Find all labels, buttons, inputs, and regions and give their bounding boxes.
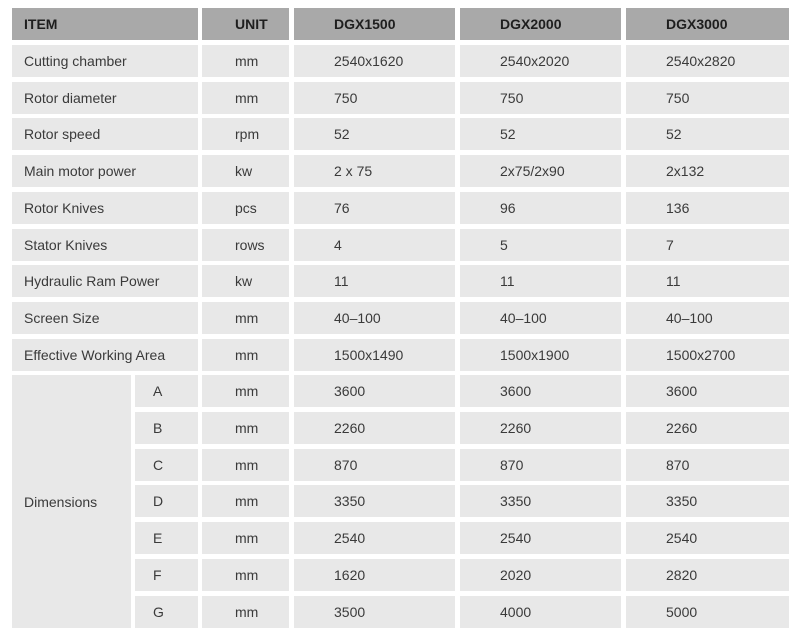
dimension-sub-label-text: F <box>153 567 162 583</box>
row-value-dgx1500-text: 750 <box>334 90 358 106</box>
header-cell-1 <box>202 8 289 40</box>
dimension-value-dgx2000-text: 3350 <box>500 493 532 509</box>
dimension-value-dgx1500 <box>294 412 455 444</box>
dimension-unit <box>202 449 289 481</box>
dimension-unit <box>202 485 289 517</box>
header-cell-4 <box>626 8 789 40</box>
row-unit <box>202 192 289 224</box>
row-value-dgx2000 <box>460 302 621 334</box>
row-value-dgx1500 <box>294 339 455 371</box>
dimension-unit-text: mm <box>235 383 259 399</box>
row-value-dgx3000-text: 7 <box>666 237 674 253</box>
row-value-dgx3000 <box>626 192 789 224</box>
row-value-dgx3000-text: 750 <box>666 90 690 106</box>
dimension-value-dgx1500 <box>294 596 455 628</box>
dimension-value-dgx2000 <box>460 596 621 628</box>
dimension-sub-label <box>135 485 198 517</box>
row-value-dgx3000-text: 2x132 <box>666 163 705 179</box>
row-value-dgx1500 <box>294 192 455 224</box>
dimension-sub-label-text: A <box>153 383 163 399</box>
row-unit-text: mm <box>235 90 259 106</box>
row-value-dgx1500-text: 52 <box>334 126 350 142</box>
dimension-value-dgx1500-text: 3350 <box>334 493 366 509</box>
row-value-dgx3000-text: 136 <box>666 200 690 216</box>
dimension-unit <box>202 596 289 628</box>
row-unit <box>202 265 289 297</box>
row-value-dgx1500-text: 1500x1490 <box>334 347 404 363</box>
row-item-label <box>12 192 198 224</box>
row-value-dgx2000 <box>460 339 621 371</box>
dimension-value-dgx3000-text: 870 <box>666 457 690 473</box>
row-unit <box>202 229 289 261</box>
row-value-dgx1500-text: 40–100 <box>334 310 381 326</box>
dimension-value-dgx3000-text: 3600 <box>666 383 698 399</box>
dimension-value-dgx3000 <box>626 375 789 407</box>
row-value-dgx3000 <box>626 229 789 261</box>
dimension-unit-text: mm <box>235 493 259 509</box>
row-item-label <box>12 82 198 114</box>
header-cell-0-text: ITEM <box>24 16 58 32</box>
row-item-label-text: Hydraulic Ram Power <box>24 273 160 289</box>
dimension-unit-text: mm <box>235 457 259 473</box>
dimension-value-dgx3000-text: 2820 <box>666 567 698 583</box>
row-value-dgx2000 <box>460 192 621 224</box>
row-item-label <box>12 265 198 297</box>
dimension-sub-label-text: D <box>153 493 164 509</box>
dimension-unit <box>202 412 289 444</box>
dimension-value-dgx2000-text: 2260 <box>500 420 532 436</box>
row-item-label <box>12 229 198 261</box>
dimension-sub-label <box>135 412 198 444</box>
dimension-value-dgx2000 <box>460 485 621 517</box>
dimension-unit <box>202 522 289 554</box>
row-value-dgx2000 <box>460 118 621 150</box>
row-item-label-text: Rotor Knives <box>24 200 105 216</box>
dimension-sub-label-text: G <box>153 604 164 620</box>
row-unit <box>202 155 289 187</box>
row-unit-text: mm <box>235 310 259 326</box>
row-item-label-text: Main motor power <box>24 163 137 179</box>
dimension-sub-label <box>135 596 198 628</box>
dimension-sub-label <box>135 559 198 591</box>
row-value-dgx3000-text: 11 <box>666 273 681 289</box>
row-unit-text: rpm <box>235 126 260 142</box>
row-value-dgx2000 <box>460 229 621 261</box>
row-unit <box>202 302 289 334</box>
row-item-label <box>12 155 198 187</box>
row-item-label-text: Rotor speed <box>24 126 101 142</box>
row-unit-text: rows <box>235 237 265 253</box>
row-value-dgx1500-text: 2 x 75 <box>334 163 373 179</box>
dimension-unit <box>202 559 289 591</box>
row-value-dgx2000 <box>460 155 621 187</box>
row-item-label-text: Stator Knives <box>24 237 108 253</box>
row-value-dgx2000-text: 2540x2020 <box>500 53 570 69</box>
row-item-label-text: Effective Working Area <box>24 347 166 363</box>
dimension-sub-label <box>135 522 198 554</box>
row-value-dgx2000-text: 52 <box>500 126 516 142</box>
header-cell-1-text: UNIT <box>235 16 268 32</box>
dimension-value-dgx3000 <box>626 412 789 444</box>
row-value-dgx3000-text: 1500x2700 <box>666 347 736 363</box>
dimension-value-dgx1500 <box>294 449 455 481</box>
dimension-value-dgx1500-text: 870 <box>334 457 358 473</box>
row-value-dgx2000-text: 11 <box>500 273 515 289</box>
row-value-dgx3000-text: 2540x2820 <box>666 53 736 69</box>
dimension-value-dgx3000 <box>626 559 789 591</box>
row-unit-text: mm <box>235 53 259 69</box>
row-value-dgx2000-text: 96 <box>500 200 516 216</box>
row-value-dgx3000-text: 52 <box>666 126 682 142</box>
row-value-dgx1500 <box>294 155 455 187</box>
row-value-dgx2000-text: 1500x1900 <box>500 347 570 363</box>
dimension-value-dgx1500 <box>294 522 455 554</box>
dimension-value-dgx1500 <box>294 375 455 407</box>
row-value-dgx3000 <box>626 339 789 371</box>
row-unit-text: kw <box>235 273 253 289</box>
row-value-dgx1500 <box>294 82 455 114</box>
header-cell-4-text: DGX3000 <box>666 16 728 32</box>
dimension-unit-text: mm <box>235 567 259 583</box>
dimension-value-dgx3000-text: 2540 <box>666 530 698 546</box>
row-unit <box>202 45 289 77</box>
dimension-value-dgx2000-text: 2540 <box>500 530 532 546</box>
dimension-value-dgx2000 <box>460 375 621 407</box>
dimension-unit-text: mm <box>235 604 259 620</box>
row-value-dgx2000 <box>460 45 621 77</box>
header-cell-2 <box>294 8 455 40</box>
row-item-label <box>12 118 198 150</box>
row-unit <box>202 339 289 371</box>
row-item-label-text: Rotor diameter <box>24 90 117 106</box>
row-item-label <box>12 302 198 334</box>
dimension-unit-text: mm <box>235 420 259 436</box>
dimension-value-dgx3000 <box>626 522 789 554</box>
row-value-dgx3000 <box>626 82 789 114</box>
dimension-sub-label-text: E <box>153 530 163 546</box>
dimension-value-dgx1500-text: 3600 <box>334 383 366 399</box>
row-unit <box>202 82 289 114</box>
dimension-value-dgx1500-text: 3500 <box>334 604 366 620</box>
dimensions-label <box>12 375 131 628</box>
dimension-value-dgx2000-text: 4000 <box>500 604 532 620</box>
row-item-label <box>12 339 198 371</box>
row-value-dgx3000 <box>626 302 789 334</box>
row-value-dgx1500-text: 76 <box>334 200 350 216</box>
dimension-value-dgx2000-text: 870 <box>500 457 524 473</box>
row-unit-text: pcs <box>235 200 257 216</box>
header-cell-3 <box>460 8 621 40</box>
row-value-dgx3000 <box>626 45 789 77</box>
dimension-value-dgx1500 <box>294 485 455 517</box>
row-unit-text: mm <box>235 347 259 363</box>
dimension-sub-label-text: B <box>153 420 163 436</box>
dimension-value-dgx2000 <box>460 522 621 554</box>
dimension-unit-text: mm <box>235 530 259 546</box>
row-value-dgx1500-text: 11 <box>334 273 349 289</box>
row-unit <box>202 118 289 150</box>
header-cell-2-text: DGX1500 <box>334 16 396 32</box>
dimension-value-dgx1500-text: 2260 <box>334 420 366 436</box>
row-value-dgx3000 <box>626 118 789 150</box>
dimensions-label-text: Dimensions <box>24 493 98 510</box>
row-value-dgx2000-text: 40–100 <box>500 310 547 326</box>
row-value-dgx1500-text: 2540x1620 <box>334 53 404 69</box>
dimension-value-dgx2000 <box>460 449 621 481</box>
header-cell-3-text: DGX2000 <box>500 16 562 32</box>
row-value-dgx1500 <box>294 265 455 297</box>
dimension-value-dgx3000-text: 2260 <box>666 420 698 436</box>
row-value-dgx3000 <box>626 155 789 187</box>
row-value-dgx1500 <box>294 118 455 150</box>
row-unit-text: kw <box>235 163 253 179</box>
dimension-sub-label <box>135 449 198 481</box>
row-value-dgx2000-text: 2x75/2x90 <box>500 163 565 179</box>
row-item-label-text: Cutting chamber <box>24 53 127 69</box>
dimension-value-dgx2000-text: 3600 <box>500 383 532 399</box>
row-value-dgx1500 <box>294 45 455 77</box>
dimension-value-dgx3000 <box>626 485 789 517</box>
row-value-dgx2000 <box>460 265 621 297</box>
dimension-unit <box>202 375 289 407</box>
dimension-sub-label-text: C <box>153 457 164 473</box>
dimension-value-dgx2000-text: 2020 <box>500 567 532 583</box>
dimension-value-dgx3000-text: 3350 <box>666 493 698 509</box>
row-value-dgx2000-text: 5 <box>500 237 508 253</box>
dimension-value-dgx3000 <box>626 449 789 481</box>
row-value-dgx1500 <box>294 229 455 261</box>
row-value-dgx1500-text: 4 <box>334 237 342 253</box>
row-value-dgx1500 <box>294 302 455 334</box>
dimension-value-dgx1500-text: 2540 <box>334 530 366 546</box>
row-value-dgx2000-text: 750 <box>500 90 524 106</box>
dimension-value-dgx2000 <box>460 412 621 444</box>
dimension-value-dgx3000 <box>626 596 789 628</box>
row-item-label <box>12 45 198 77</box>
dimension-value-dgx1500 <box>294 559 455 591</box>
dimension-sub-label <box>135 375 198 407</box>
dimension-value-dgx1500-text: 1620 <box>334 567 366 583</box>
dimension-value-dgx3000-text: 5000 <box>666 604 698 620</box>
row-item-label-text: Screen Size <box>24 310 100 326</box>
header-cell-0 <box>12 8 198 40</box>
row-value-dgx3000 <box>626 265 789 297</box>
row-value-dgx3000-text: 40–100 <box>666 310 713 326</box>
row-value-dgx2000 <box>460 82 621 114</box>
dimension-value-dgx2000 <box>460 559 621 591</box>
